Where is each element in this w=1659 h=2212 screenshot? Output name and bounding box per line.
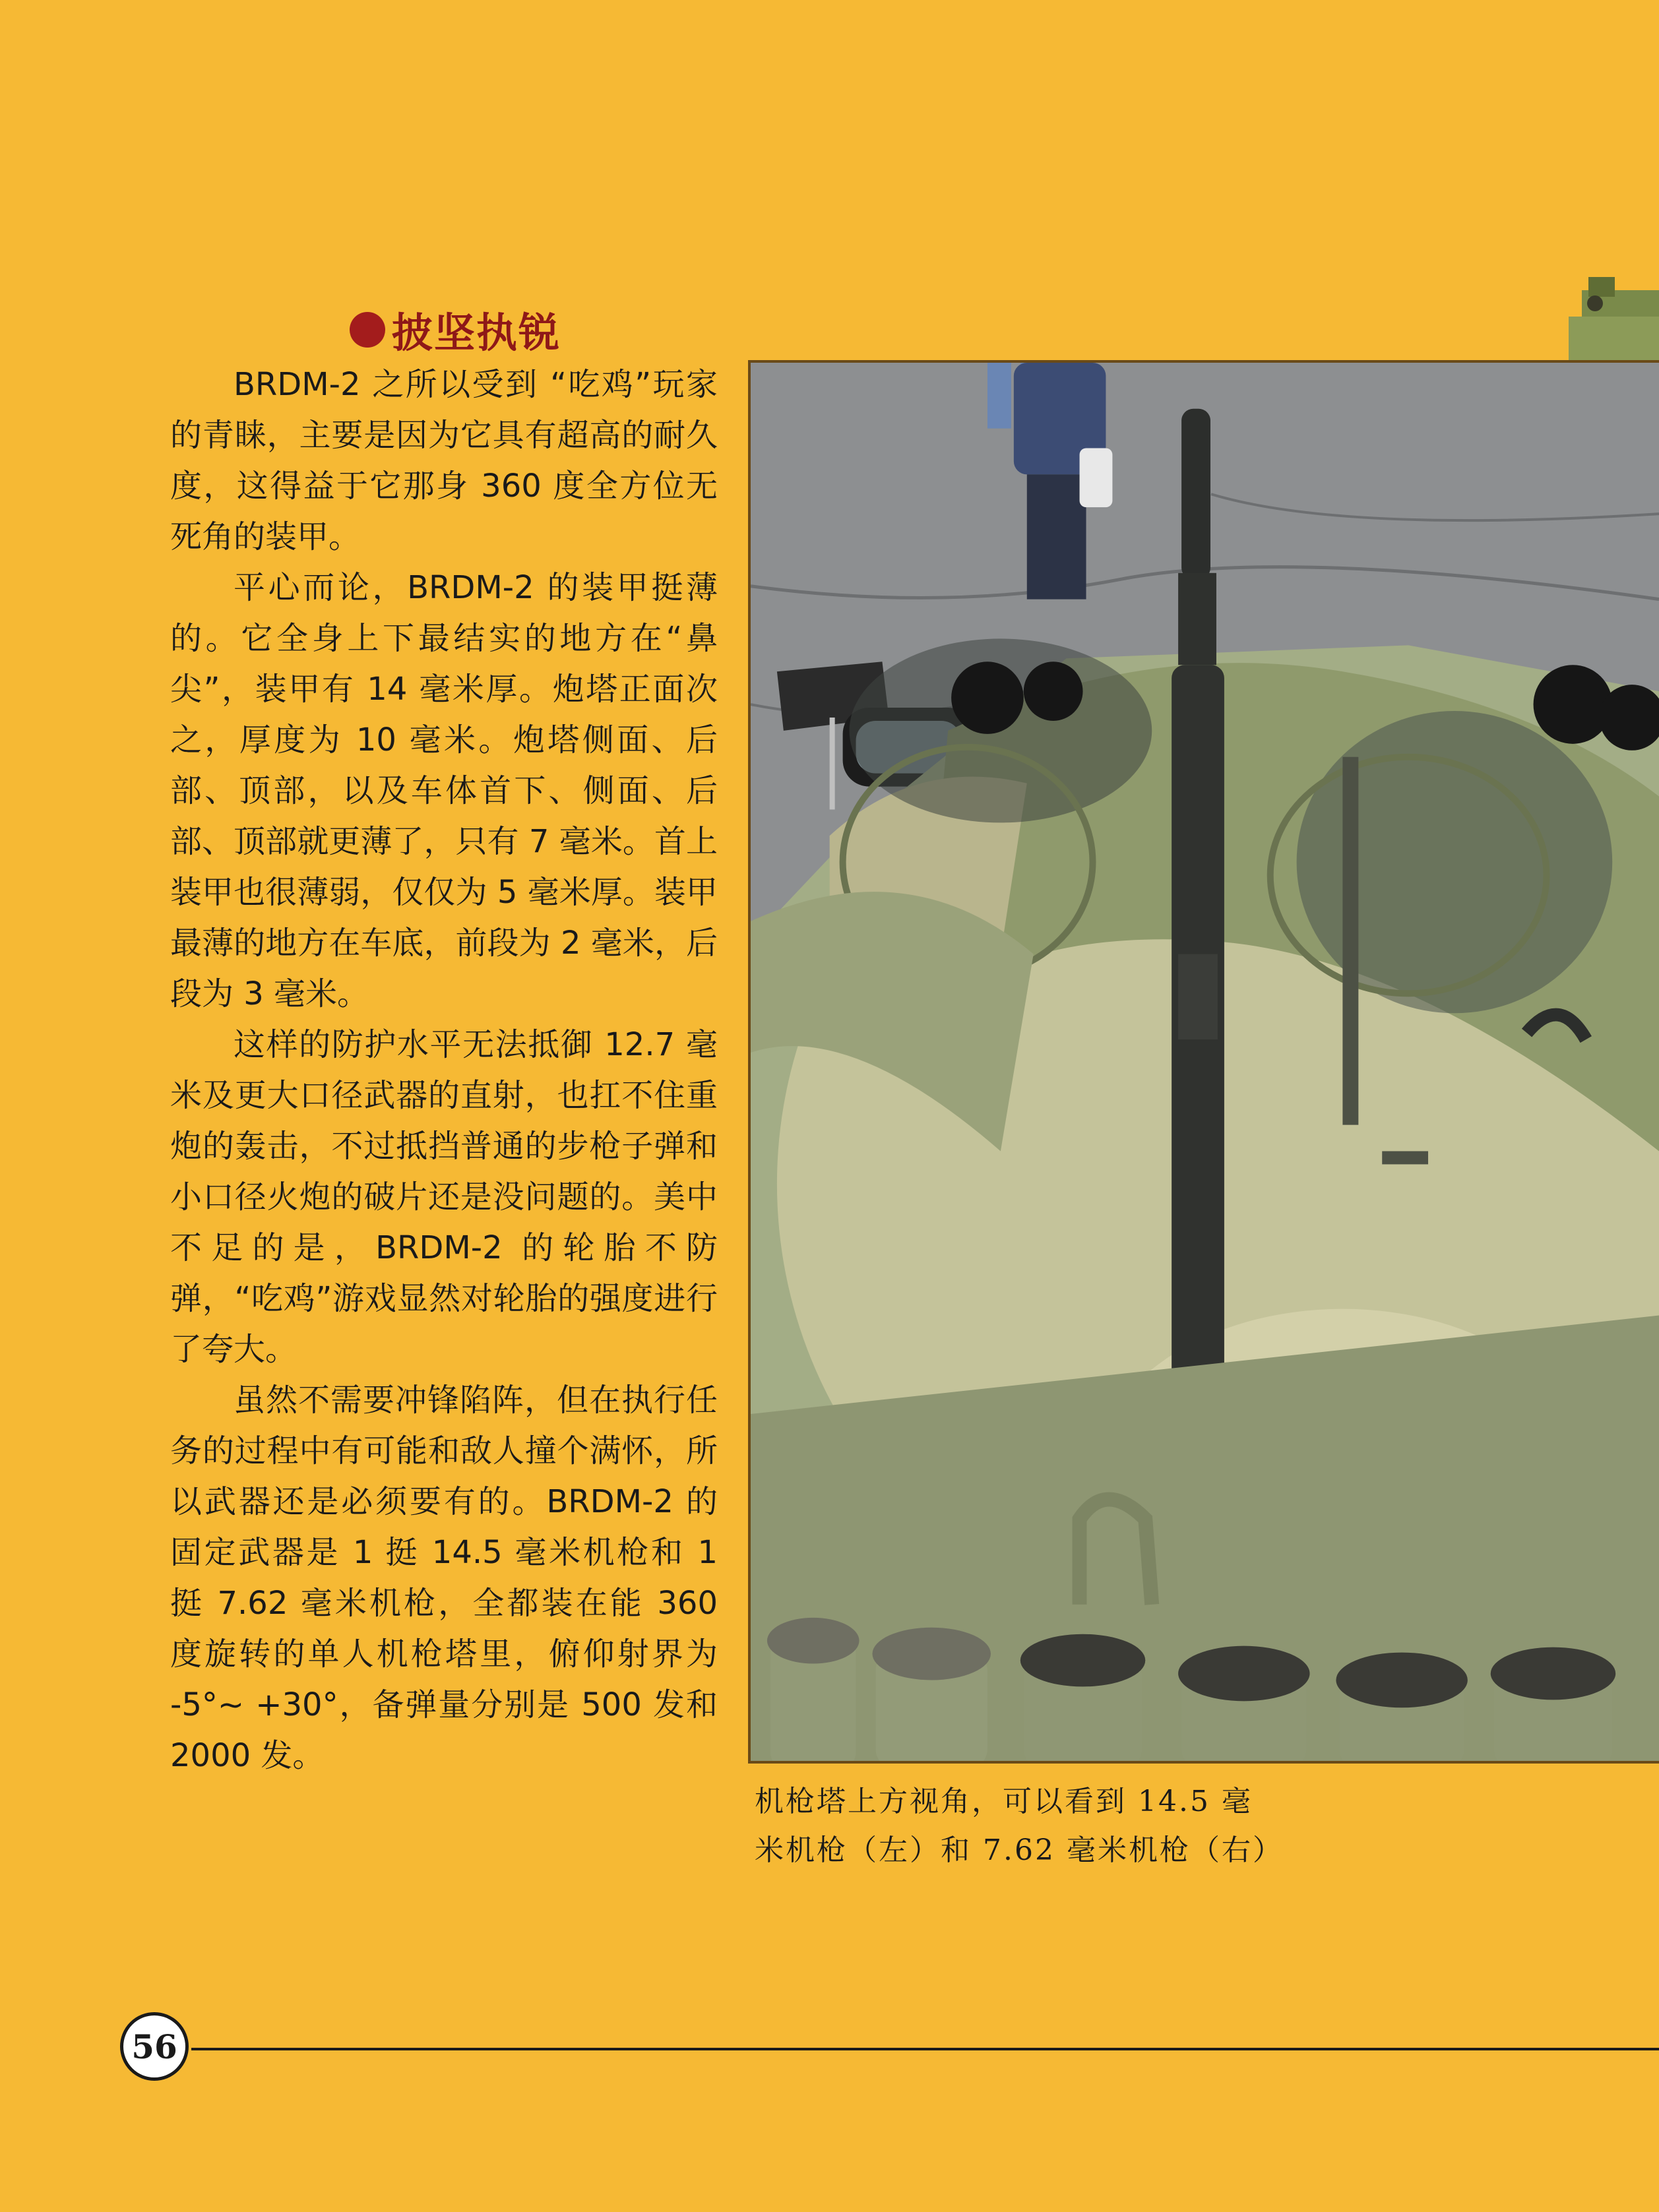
turret-photo bbox=[748, 360, 1659, 1764]
body-text bbox=[170, 359, 718, 1781]
photo-caption bbox=[755, 1777, 1302, 1875]
section-heading bbox=[350, 300, 561, 359]
paragraph-3: 这样的防护水平无法抵御 12.7 毫米及更大口径武器的直射，也扛不住重炮的轰击，不过抵挡普通的步枪子弹和小口径火炮的破片还是没问题的。美中不足的是，BRDM-2 的轮胎不防弹，“吃鸡”游戏显然对轮胎的强度进行了夸大。 bbox=[170, 1026, 718, 1368]
caption-line-1: 机枪塔上方视角，可以看到 14.5 毫 bbox=[755, 1785, 1253, 1818]
bullet-dot-icon bbox=[350, 312, 385, 348]
caption-line-2: 米机枪（左）和 7.62 毫米机枪（右） bbox=[755, 1833, 1284, 1867]
paragraph-1: BRDM-2 之所以受到 “吃鸡”玩家的青睐，主要是因为它具有超高的耐久度，这得益于它那身 360 度全方位无死角的装甲。 bbox=[170, 366, 718, 555]
section-title: 披坚执锐 bbox=[392, 309, 561, 357]
paragraph-4: 虽然不需要冲锋陷阵，但在执行任务的过程中有可能和敌人撞个满怀，所以武器还是必须要有的。BRDM-2 的固定武器是 1 挺 14.5 毫米机枪和 1 挺 7.62 毫米机枪，全都装在能 360 度旋转的单人机枪塔里，俯仰射界为 -5°~ +30°，备弹量分别是 500 发和 2000 发。 bbox=[170, 1382, 718, 1774]
page-number: 56 bbox=[120, 2012, 189, 2081]
footer-rule bbox=[191, 2048, 1659, 2050]
paragraph-2: 平心而论，BRDM-2 的装甲挺薄的。它全身上下最结实的地方在“鼻尖”，装甲有 14 毫米厚。炮塔正面次之，厚度为 10 毫米。炮塔侧面、后部、顶部，以及车体首下、侧面、后部、顶部就更薄了，只有 7 毫米。首上装甲也很薄弱，仅仅为 5 毫米厚。装甲最薄的地方在车底，前段为 2 毫米，后段为 3 毫米。 bbox=[170, 569, 718, 1012]
